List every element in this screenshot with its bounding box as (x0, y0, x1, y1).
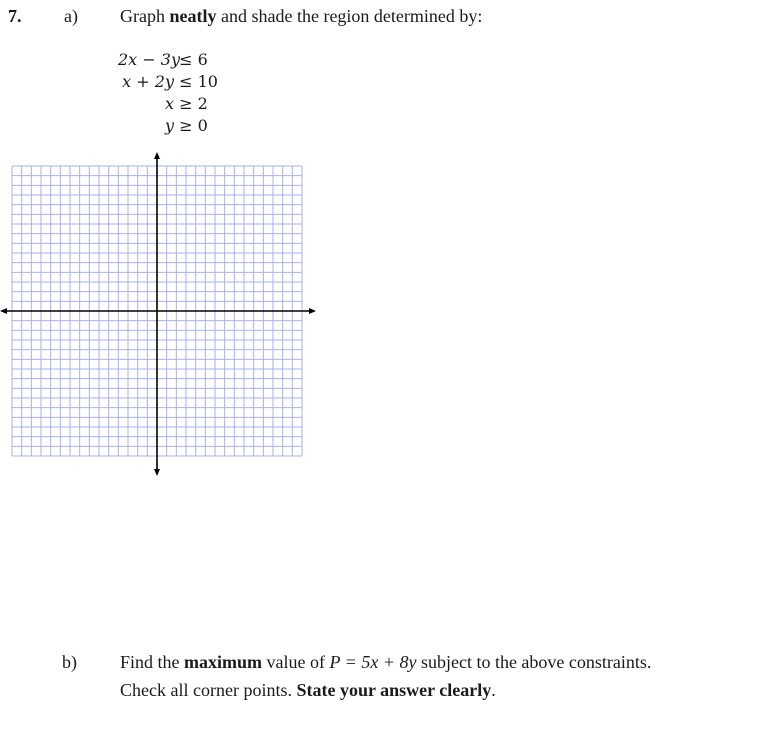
line1-emphasis: maximum (184, 652, 263, 672)
line1-middle: value of (262, 652, 330, 672)
part-a-instruction (120, 6, 482, 27)
instruction-emphasis: neatly (169, 6, 217, 26)
inequality-op: ≤ (179, 50, 193, 69)
inequality-lhs: 2x − 3y (118, 50, 180, 69)
inequality-1 (118, 50, 218, 69)
question-number: 7. (8, 6, 22, 26)
line1-prefix: Find the (120, 652, 185, 672)
inequality-3 (118, 94, 218, 113)
inequality-op: ≥ (179, 94, 193, 113)
line2-suffix: . (491, 680, 496, 700)
objective-function: P = 5x + 8y (329, 652, 417, 672)
inequality-2 (118, 72, 238, 91)
x-axis-arrow-right-icon (309, 308, 316, 314)
part-a-label: a) (64, 6, 78, 26)
graph-paper[interactable] (0, 152, 340, 494)
inequality-lhs: x (164, 94, 174, 113)
instruction-prefix: Graph (120, 6, 170, 26)
x-axis-arrow-left-icon (0, 308, 7, 314)
inequality-lhs: y (164, 116, 174, 135)
inequality-op: ≥ (179, 116, 193, 135)
inequality-lhs: x + 2y (122, 72, 174, 91)
inequality-rhs: 10 (197, 72, 218, 91)
part-b-line-2 (120, 680, 496, 701)
line2-prefix: Check all corner points. (120, 680, 297, 700)
line2-emphasis: State your answer clearly (296, 680, 492, 700)
inequality-rhs: 2 (197, 94, 208, 113)
instruction-suffix: and shade the region determined by: (216, 6, 483, 26)
inequality-4 (118, 116, 218, 135)
inequality-rhs: 6 (197, 50, 208, 69)
coordinate-grid[interactable] (0, 152, 340, 494)
y-axis-arrow-up-icon (154, 152, 160, 159)
part-b-line-1 (120, 652, 651, 673)
y-axis-arrow-down-icon (154, 469, 160, 476)
inequality-op: ≤ (179, 72, 193, 91)
inequality-rhs: 0 (197, 116, 208, 135)
part-b-label: b) (62, 652, 77, 672)
line1-suffix: subject to the above constraints. (416, 652, 652, 672)
